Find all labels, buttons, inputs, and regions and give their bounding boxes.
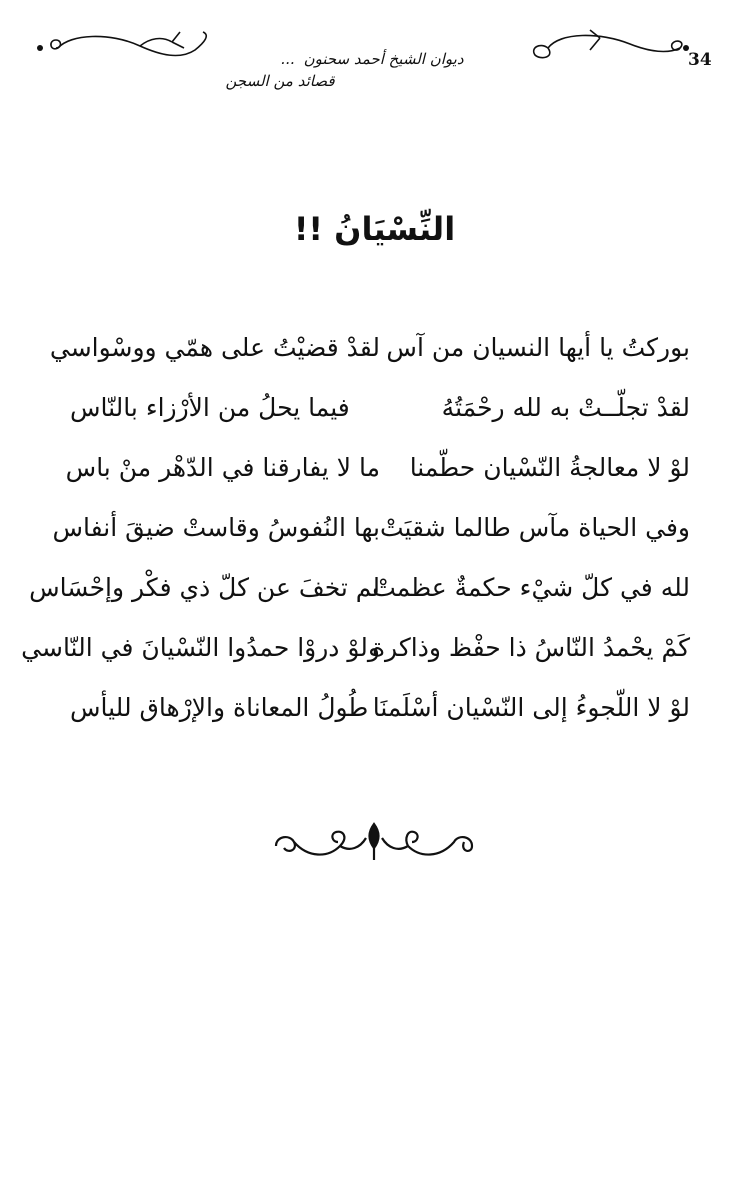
verse bbox=[49, 318, 690, 378]
verse bbox=[65, 438, 690, 498]
verse-second-hemistich: بها النُفوسُ وقاستْ ضيقَ أنفاس bbox=[52, 513, 380, 542]
verse-second-hemistich: لقدْ قضيْتُ على همّي ووسْواسي bbox=[49, 333, 380, 362]
verse-first-hemistich: لقدْ تجلّــتْ به لله رحْمَتُهُ bbox=[441, 393, 690, 422]
verse-second-hemistich: ولوْ دروْا حمدُوا النّسْيانَ في النّاسي bbox=[21, 633, 380, 662]
verse bbox=[52, 498, 690, 558]
book-title: ديوان الشيخ أحمد سحنون bbox=[303, 50, 464, 68]
footer-ornament-icon bbox=[268, 818, 480, 868]
verse bbox=[21, 618, 690, 678]
verse-first-hemistich: كَمْ يحْمدُ النّاسُ ذا حفْظ وذاكرة bbox=[371, 633, 690, 662]
verse-first-hemistich: لوْ لا معالجةُ النّسْيان حطّمنا bbox=[409, 453, 690, 482]
page-header bbox=[0, 20, 749, 90]
verse-second-hemistich: فيما يحلُ من الأرْزاء بالنّاس bbox=[70, 393, 350, 422]
verse bbox=[29, 558, 690, 618]
verse bbox=[70, 678, 690, 738]
verse-first-hemistich: لله في كلّ شيْء حكمةٌ عظمتْ bbox=[372, 573, 690, 602]
verse-first-hemistich: لوْ لا اللّجوءُ إلى النّسْيان أسْلَمنَا bbox=[372, 693, 690, 722]
verse-first-hemistich: وفي الحياة مآس طالما شقيَتْ bbox=[379, 513, 690, 542]
verse-first-hemistich: بوركتُ يا أيها النسيان من آس bbox=[386, 333, 690, 362]
header-book-title bbox=[220, 50, 520, 68]
poem-body bbox=[21, 318, 690, 738]
poem-title: النِّسْيَانُ !! bbox=[293, 210, 456, 248]
verse bbox=[70, 378, 690, 438]
verse-second-hemistich: ما لا يفارقنا في الدّهْر منْ باس bbox=[65, 453, 380, 482]
verse-second-hemistich: طُولُ المعاناة والإرْهاق لليأس bbox=[70, 693, 369, 722]
verse-second-hemistich: لم تخفَ عن كلّ ذي فكْر وإحْسَاس bbox=[29, 573, 380, 602]
page-number: 34 bbox=[688, 50, 712, 70]
title-separator: ... bbox=[280, 50, 295, 68]
header-section-title: قصائد من السجن bbox=[225, 72, 335, 90]
